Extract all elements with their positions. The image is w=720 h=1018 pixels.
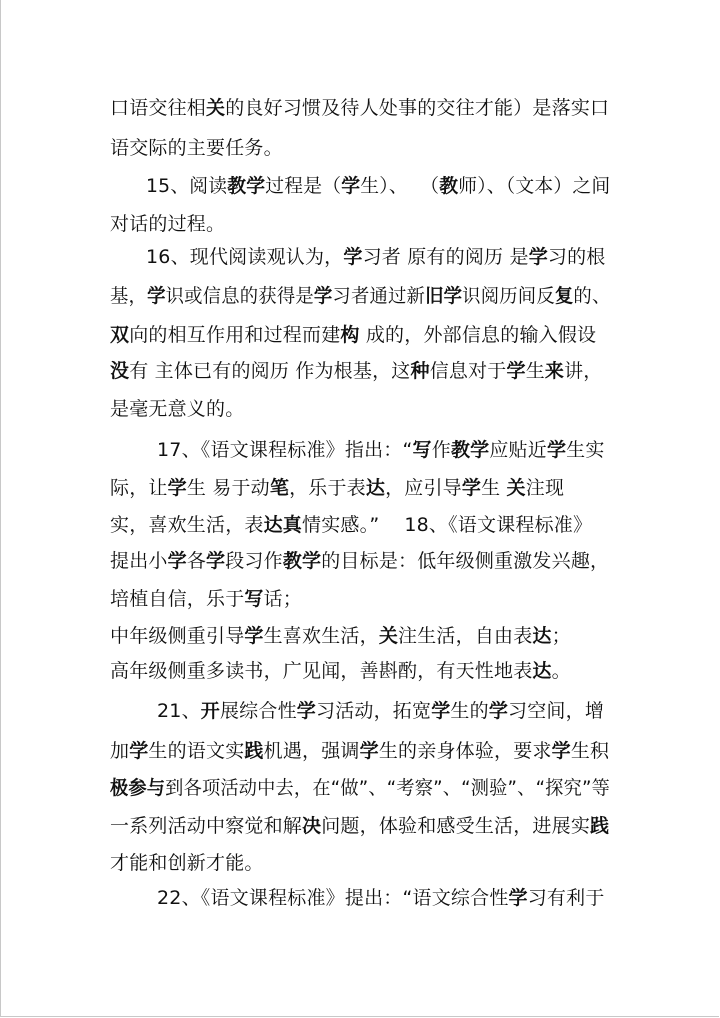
text-run: 生的 — [450, 700, 489, 722]
text-line — [110, 514, 610, 536]
text-line — [110, 477, 610, 499]
text-line — [110, 97, 610, 119]
bold-text: 学 — [528, 246, 548, 268]
bold-text: 践 — [244, 740, 264, 762]
text-run: 成的，外部信息的输入假设 — [359, 324, 597, 346]
text-run: 师）、（文本）之间 — [458, 175, 611, 197]
text-run: 习者通过新 — [332, 285, 426, 307]
bold-text: 构 — [340, 324, 360, 346]
text-run: 生 — [525, 360, 545, 382]
text-run: 作 — [431, 439, 451, 461]
text-run: 16、现代阅读观认为， — [146, 246, 344, 268]
text-run: 15、阅读 — [146, 175, 228, 197]
text-run: 习活动，拓宽 — [316, 700, 432, 722]
bold-text: 学 — [167, 550, 187, 572]
bold-text: 学 — [147, 285, 166, 307]
bold-text: 达 — [532, 625, 552, 647]
bold-text: 学 — [431, 700, 451, 722]
text-run: 注现 — [525, 477, 565, 499]
text-line — [110, 660, 610, 682]
bold-text: 学 — [129, 740, 149, 762]
text-line — [110, 740, 610, 762]
text-run: 注生活，自由表 — [398, 625, 533, 647]
text-run: ； — [551, 625, 571, 647]
text-run: 基， — [110, 285, 148, 307]
bold-text: 学 — [341, 175, 361, 197]
text-run: 。 — [551, 660, 571, 682]
text-run: 信息对于 — [429, 360, 507, 382]
text-run: 展综合性 — [219, 700, 297, 722]
text-run: 高年级侧重多读书，广见闻，善斟酌，有天性地表 — [110, 660, 533, 682]
bold-text: 学 — [488, 700, 509, 722]
bold-text: 关 — [506, 477, 526, 499]
text-run: 各 — [186, 550, 207, 572]
text-run: 22、《语文课程标准》提出：“语文综合性 — [157, 887, 509, 909]
text-run: 问题，体验和感受生活，进展实 — [321, 815, 591, 837]
bold-text: 关 — [206, 97, 226, 119]
bold-text: 教学 — [282, 550, 322, 572]
text-line — [110, 137, 610, 159]
bold-text: 教学 — [227, 175, 266, 197]
text-line — [110, 588, 610, 610]
bold-text: 教学 — [450, 439, 490, 461]
text-run: 生 — [481, 477, 507, 499]
bold-text: 学 — [508, 887, 528, 909]
text-run: 一系列活动中察觉和解 — [110, 815, 303, 837]
text-run: 中年级侧重引导 — [110, 625, 245, 647]
text-run: 到各项活动中去，在“做”、“考察”、“测验”、“探究”等 — [165, 777, 610, 799]
text-line — [110, 324, 610, 346]
text-line — [146, 175, 610, 197]
text-run: 生喜欢生活， — [263, 625, 379, 647]
bold-text: 学 — [359, 740, 379, 762]
text-line — [110, 625, 610, 647]
text-run: 提出小 — [110, 550, 168, 572]
text-run: 情实感。” 18、《语文课程标准》 — [302, 514, 593, 536]
text-run: 生）、 （ — [360, 175, 440, 197]
bold-text: 旧学 — [425, 285, 463, 307]
bold-text: 没 — [110, 360, 130, 382]
text-run: 机遇，强调 — [263, 740, 360, 762]
text-run: 的目标是：低年级侧重激发兴趣， — [321, 550, 610, 572]
bold-text: 学 — [551, 740, 571, 762]
text-run: 是毫无意义的。 — [110, 398, 245, 420]
text-line — [146, 246, 610, 268]
bold-text: 学 — [313, 285, 333, 307]
text-run: 有 主体已有的阅历 作为根基，这 — [129, 360, 411, 382]
bold-text: 学 — [461, 477, 482, 499]
bold-text: 达 — [365, 477, 386, 499]
text-line — [157, 700, 610, 722]
text-run: ，应引导 — [385, 477, 462, 499]
text-run: 习者 原有的阅历 是 — [362, 246, 529, 268]
text-run: 才能和创新才能。 — [110, 852, 264, 874]
text-line — [110, 777, 610, 799]
text-run: 培植自信，乐于 — [110, 588, 245, 610]
text-line — [110, 285, 610, 307]
text-run: 的、 — [573, 285, 611, 307]
text-run: 习空间，增 — [508, 700, 605, 722]
text-run: 段习作 — [225, 550, 283, 572]
bold-text: 学 — [296, 700, 316, 722]
bold-text: 达 — [532, 660, 552, 682]
bold-text: 开 — [200, 700, 220, 722]
bold-text: 极参与 — [110, 777, 166, 799]
text-line — [157, 887, 610, 909]
text-run: 识阅历间反 — [462, 285, 555, 307]
text-line — [110, 398, 610, 420]
bold-text: 达真 — [263, 514, 303, 536]
text-run: 17、《语文课程标准》指出：“ — [157, 439, 413, 461]
bold-text: 笔 — [269, 477, 290, 499]
bold-text: 学 — [167, 477, 187, 499]
text-run: 生的语文实 — [148, 740, 245, 762]
text-run: 的良好习惯及待人处事的交往才能）是落实口 — [225, 97, 610, 119]
text-line — [110, 213, 610, 235]
bold-text: 学 — [506, 360, 526, 382]
text-line — [157, 439, 610, 461]
text-run: 习的根 — [547, 246, 606, 268]
text-run: 实，喜欢生活，表 — [110, 514, 264, 536]
bold-text: 关 — [378, 625, 399, 647]
text-run: 生积 — [570, 740, 610, 762]
text-run: 加 — [110, 740, 130, 762]
text-run: 话； — [263, 588, 303, 610]
bold-text: 学 — [546, 439, 567, 461]
bold-text: 决 — [302, 815, 322, 837]
bold-text: 写 — [412, 439, 432, 461]
text-run: 过程是（ — [265, 175, 342, 197]
text-line — [110, 815, 610, 837]
text-run: 口语交往相 — [110, 97, 207, 119]
text-run: 向的相互作用和过程而建 — [129, 324, 341, 346]
text-run: 识或信息的获得是 — [165, 285, 314, 307]
bold-text: 学 — [206, 550, 226, 572]
text-line — [110, 360, 610, 382]
text-run: 21、 — [157, 700, 201, 722]
text-run: 语交际的主要任务。 — [110, 137, 283, 159]
bold-text: 来 — [544, 360, 565, 382]
bold-text: 践 — [590, 815, 610, 837]
bold-text: 学 — [244, 625, 264, 647]
text-run: 讲， — [564, 360, 603, 382]
text-line — [110, 550, 610, 572]
text-run: 习有利于 — [527, 887, 605, 909]
text-run: 对话的过程。 — [110, 213, 226, 235]
bold-text: 写 — [244, 588, 264, 610]
bold-text: 双 — [110, 324, 130, 346]
text-run: 生的亲身体验，要求 — [378, 740, 552, 762]
text-run: ，乐于表 — [289, 477, 366, 499]
text-run: 应贴近 — [489, 439, 547, 461]
text-run: 际，让 — [110, 477, 168, 499]
bold-text: 种 — [410, 360, 430, 382]
bold-text: 复 — [554, 285, 574, 307]
text-run: 生实 — [566, 439, 605, 461]
text-line — [110, 852, 610, 874]
text-run: 生 易于动 — [186, 477, 270, 499]
bold-text: 学 — [343, 246, 363, 268]
bold-text: 教 — [439, 175, 459, 197]
